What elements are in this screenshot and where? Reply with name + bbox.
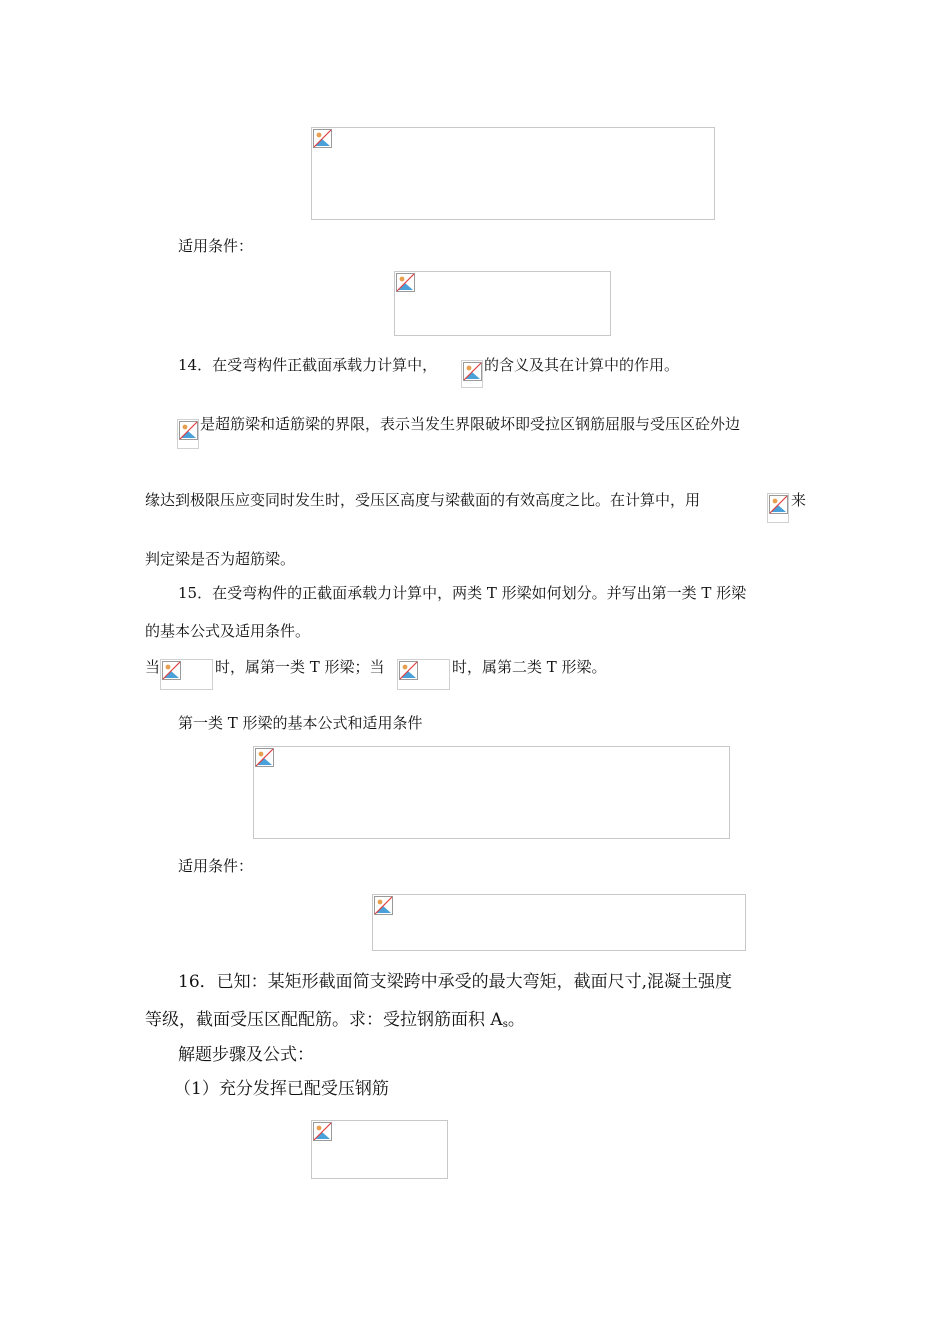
answer-14-line-2: 缘达到极限压应变同时发生时，受压区高度与梁截面的有效高度之比。在计算中，用 [145,491,701,509]
solution-steps-label: 解题步骤及公式： [178,1045,314,1065]
broken-image-icon [374,896,393,915]
question-16-line-2-end: 。 [507,1010,525,1030]
xi-b-symbol-image [461,360,483,388]
question-14-suffix: 的含义及其在计算中的作用。 [484,356,680,374]
question-15-line-2: 的基本公式及适用条件。 [145,622,311,640]
t-beam-formula-image [253,746,730,839]
broken-image-icon [313,129,332,148]
step-1-formula-image [311,1120,448,1179]
broken-image-icon [179,421,198,440]
broken-image-icon [463,362,482,381]
answer-14-line-2-end: 来 [791,491,807,509]
formula-image [311,127,715,220]
t-beam-condition-1-image [160,659,213,690]
t-beam-condition-formula-image [372,894,746,951]
answer-15-when-1: 当 [145,658,161,676]
broken-image-icon [162,661,181,680]
as-subscript: s [502,1019,508,1030]
answer-15-mid: 时，属第一类 T 形梁；当 [215,658,385,676]
question-16-line-2 [145,1009,525,1031]
broken-image-icon [313,1122,332,1141]
answer-15-end: 时，属第二类 T 形梁。 [452,658,607,676]
condition-formula-image [394,271,611,336]
question-14-prefix: 14．在受弯构件正截面承载力计算中， [178,356,438,374]
xi-b-symbol-image [177,419,199,449]
answer-14-line-3: 判定梁是否为超筋梁。 [145,550,296,568]
question-15-line-1: 15．在受弯构件的正截面承载力计算中，两类 T 形梁如何划分。并写出第一类 T 形梁 [178,584,747,602]
step-1-label: （1）充分发挥已配受压钢筋 [174,1079,389,1099]
broken-image-icon [399,661,418,680]
broken-image-icon [255,748,274,767]
question-16-line-2-text: 等级，截面受压区配配筋。求：受拉钢筋面积 A [145,1010,503,1030]
condition-label: 适用条件： [178,857,254,875]
condition-label: 适用条件： [178,237,254,255]
t-beam-condition-2-image [397,659,450,690]
broken-image-icon [396,273,415,292]
xi-b-symbol-image [767,493,789,523]
first-t-beam-formula-title: 第一类 T 形梁的基本公式和适用条件 [178,714,423,732]
broken-image-icon [769,495,788,514]
question-16-line-1: 16．已知：某矩形截面简支梁跨中承受的最大弯矩，截面尺寸,混凝土强度 [178,972,733,992]
answer-14-line-1: 是超筋梁和适筋梁的界限，表示当发生界限破坏即受拉区钢筋屈服与受压区砼外边 [200,415,741,433]
